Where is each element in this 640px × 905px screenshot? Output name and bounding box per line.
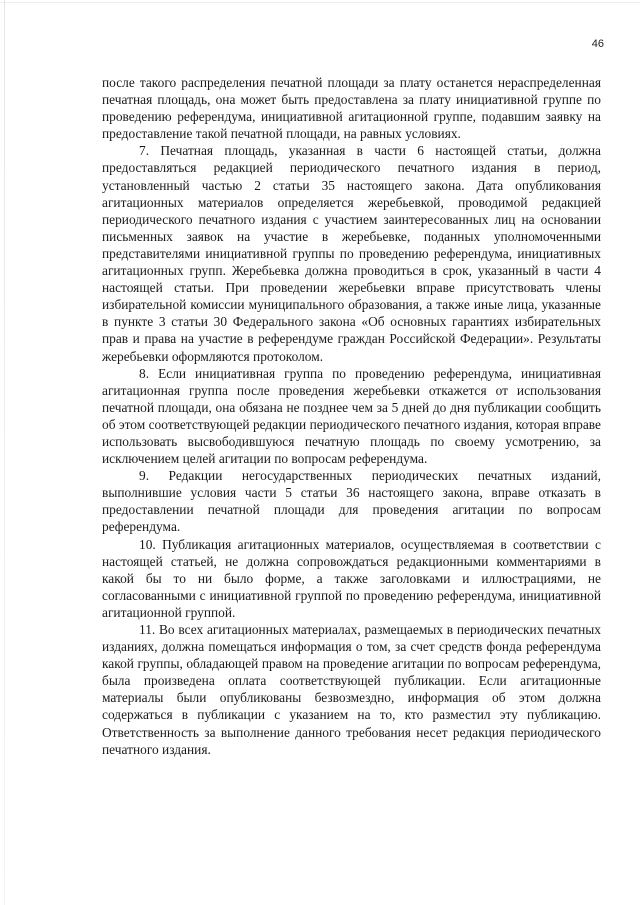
scan-edge-left [4,0,5,905]
paragraph-10: 10. Публикация агитационных материалов, осуществляемая в соответствии с настоящей статьей, не должна сопровождаться редакционными комментариями в какой бы то ни было форме, а также заголовками и иллюстрациями, не согласованными с инициативной группой по проведению референдума, инициативной агитационной группой. [102,536,601,620]
scan-edge-top [0,2,640,3]
page-number: 46 [591,38,604,50]
paragraph-7: 7. Печатная площадь, указанная в части 6 настоящей статьи, должна предоставляться редакцией периодического печатного издания в период, установленный частью 2 статьи 35 настоящего закона. Дата опубликования агитационных материалов определяется жеребьевкой, проводимой редакцией периодического печатного издания с участием заинтересованных лиц на основании письменных заявок на участие в жеребьевке, поданных уполномоченными представителями инициативной группы по проведению референдума, инициативных агитационных групп. Жеребьевка должна проводиться в срок, указанный в части 4 настоящей статьи. При проведении жеребьевки вправе присутствовать члены избирательной комиссии муниципального образования, а также иные лица, указанные в пункте 3 статьи 30 Федерального закона «Об основных гарантиях избирательных прав и права на участие в референдуме граждан Российской Федерации». Результаты жеребьевки оформляются протоколом. [102,143,601,364]
paragraph-8: 8. Если инициативная группа по проведению референдума, инициативная агитационная группа после проведения жеребьевки откажется от использования печатной площади, она обязана не позднее чем за 5 дней до дня публикации сообщить об этом соответствующей редакции периодического печатного издания, которая вправе использовать высвободившуюся печатную площадь по своему усмотрению, за исключением целей агитации по вопросам референдума. [102,365,601,467]
paragraph-continuation: после такого распределения печатной площади за плату останется нераспределенная печатная площадь, она может быть предоставлена за плату инициативной группе по проведению референдума, инициативной агитационной группе, подавшим заявку на предоставление такой печатной площади, на равных условиях. [102,75,601,142]
paragraph-11: 11. Во всех агитационных материалах, размещаемых в периодических печатных изданиях, должна помещаться информация о том, за счет средств фонда референдума какой группы, обладающей правом на проведение агитации по вопросам референдума, была произведена оплата соответствующей публикации. Если агитационные материалы были опубликованы безвозмездно, информация об этом должна содержаться в публикации с указанием на то, кто разместил эту публикацию. Ответственность за выполнение данного требования несет редакция периодического печатного издания. [102,622,601,757]
paragraph-9: 9. Редакции негосударственных периодических печатных изданий, выполнившие условия части 5 статьи 36 настоящего закона, вправе отказать в предоставлении печатной площади для проведения агитации по вопросам референдума. [102,468,601,535]
document-body [102,74,601,758]
